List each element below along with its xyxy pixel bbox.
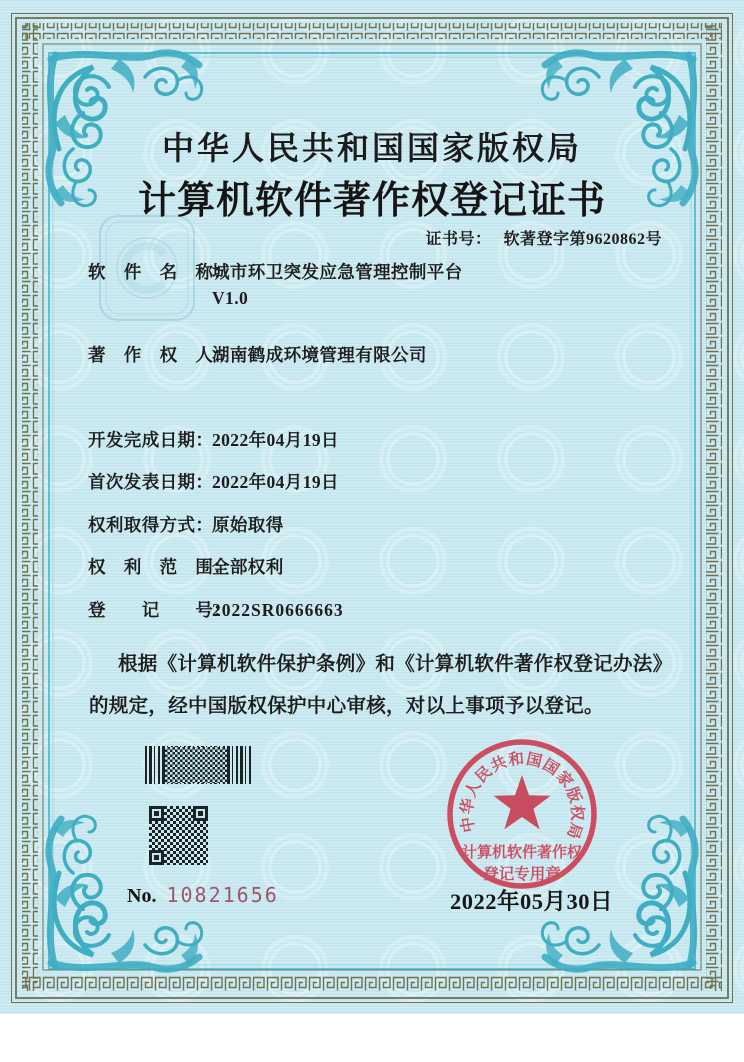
- field-label: 首次发表日期：: [88, 472, 214, 492]
- qr-finder-icon: [193, 806, 208, 821]
- serial-number: 10821656: [166, 883, 279, 907]
- field-row-software-name: [88, 259, 231, 285]
- issuer-title: 中华人民共和国国家版权局: [161, 130, 582, 166]
- copyright-owner: 湖南鹤成环境管理有限公司: [212, 345, 427, 365]
- seal-caption-line1: 计算机软件著作权: [461, 845, 583, 861]
- completion-date: 2022年04月19日: [212, 430, 339, 450]
- field-label: 软 件 名 称：: [88, 262, 232, 282]
- field-row-copyright-owner: [88, 342, 231, 368]
- field-value-software-name: [212, 259, 542, 311]
- serial-number-line: [127, 883, 279, 908]
- registration-number: 2022SR0666663: [212, 600, 344, 620]
- registration-statement: 根据《计算机软件保护条例》和《计算机软件著作权登记办法》的规定，经中国版权保护中心审核，对以上事项予以登记。: [89, 654, 663, 717]
- software-name: 城市环卫突发应急管理控制平台: [212, 262, 463, 282]
- barcode-image: [145, 746, 251, 784]
- field-label: 著 作 权 人：: [88, 345, 232, 365]
- first-publication-date: 2022年04月19日: [212, 472, 339, 492]
- certificate-number-label: 证书号：: [425, 231, 492, 248]
- rights-acquisition-method: 原始取得: [212, 515, 284, 535]
- field-label: 权利取得方式：: [88, 515, 214, 535]
- qr-finder-icon: [149, 850, 164, 865]
- barcode-2d-section: [165, 747, 227, 783]
- software-version: V1.0: [212, 288, 249, 308]
- certificate-number-value: 软著登字第9620862号: [503, 231, 662, 248]
- field-row-rights-scope: [88, 554, 231, 580]
- certificate-title: 计算机软件著作权登记证书: [137, 180, 606, 222]
- field-row-first-publication-date: [88, 469, 213, 495]
- field-label: 开发完成日期：: [88, 430, 214, 450]
- qr-finder-icon: [149, 806, 164, 821]
- field-label: 权 利 范 围：: [88, 557, 232, 577]
- issue-date: 2022年05月30日: [450, 889, 614, 914]
- scanner-background: [0, 1014, 744, 1062]
- serial-prefix: No.: [127, 885, 157, 907]
- field-row-rights-acquisition: [88, 512, 213, 538]
- field-row-completion-date: [88, 427, 213, 453]
- seal-ring-text: 中华人民共和国国家版权局: [458, 750, 586, 842]
- certificate-number-line: [425, 226, 662, 249]
- seal-caption-line2: 登记专用章: [483, 866, 561, 883]
- field-label: 登 记 号：: [88, 600, 232, 620]
- qr-code-image: [149, 806, 208, 865]
- rights-scope: 全部权利: [212, 557, 284, 577]
- star-icon: [494, 775, 551, 829]
- field-row-registration-number: [88, 597, 231, 623]
